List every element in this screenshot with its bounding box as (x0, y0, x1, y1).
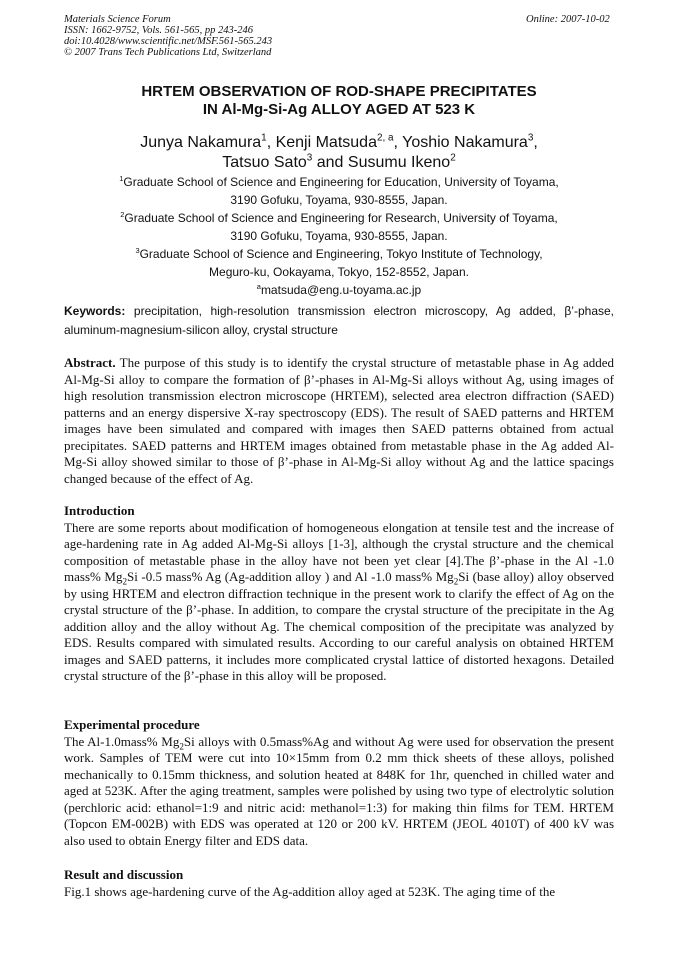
results-section (64, 867, 614, 900)
affiliation-mark: 2 (120, 210, 125, 219)
introduction-heading: Introduction (64, 503, 135, 518)
abstract (64, 355, 614, 487)
author-line-2 (0, 153, 678, 173)
affiliation-line: $^1$Graduate School of Science and Engineering for Education, University of Toyama, (119, 174, 559, 189)
experimental-text: The Al-1.0mass% $Mg_2Si$ alloys with 0.5mass%Ag and without Ag were used for observation the present work. Samples of TEM were cut into 10×15mm from 0.2 mm thick sheets of these alloys, polished mechanically to 0.15mm thickness, and solution heated at 848K for 1hr, quenched in chilled water and aged at 523K. After the aging treatment, samples were polished by using two type of electrolytic solution (perchloric acid: ethanol=1:9 and nitric acid: methanol=1:3) for making thin films for TEM. HRTEM (Topcon EM-002B) with EDS was operated at 120 or 200 kV. HRTEM (JEOL 4010T) of 400 kV was also used to obtain Energy filter and EDS data. (64, 733, 614, 848)
affiliation-line: Meguro-ku, Ookayama, Tokyo, 152-8552, Japan. (209, 265, 469, 279)
introduction-section (64, 503, 614, 685)
author-name: Kenji Matsuda (275, 134, 377, 151)
author-affil-mark: 1 (261, 132, 267, 144)
online-date: Online: 2007-10-02 (526, 14, 610, 25)
doi-line: doi:10.4028/www.scientific.net/MSF.561-565.243 (64, 36, 273, 47)
author-affil-mark: 2 (450, 152, 456, 164)
affiliation-mark: 1 (119, 174, 124, 183)
author-affil-mark: 3 (306, 152, 313, 164)
copyright-line: © 2007 Trans Tech Publications Ltd, Switzerland (64, 47, 272, 58)
affiliation-line: 3190 Gofuku, Toyama, 930-8555, Japan. (230, 193, 448, 207)
paper-title (0, 83, 678, 119)
author-name: Yoshio Nakamura (402, 134, 528, 151)
experimental-section (64, 717, 614, 849)
author-line-1: Junya Nakamura$^1$, Kenji Matsuda$^{2, a}$, Yoshio Nakamura$^3$, (140, 132, 538, 151)
affiliation-line: $^2$Graduate School of Science and Engineering for Research, University of Toyama, (120, 210, 558, 225)
email-mark: a (256, 282, 261, 291)
email-address: matsuda@eng.u-toyama.ac.jp (260, 283, 422, 297)
keywords (64, 302, 614, 340)
running-header (64, 14, 272, 58)
author-list (0, 133, 678, 173)
author-name: Susumu Ikeno (347, 154, 451, 171)
title-line-1: HRTEM OBSERVATION OF ROD-SHAPE PRECIPITATES (141, 83, 537, 100)
title-line-2: IN Al-Mg-Si-Ag ALLOY AGED AT 523 K (202, 101, 476, 118)
keywords-label: Keywords: (64, 304, 126, 318)
author-name: Junya Nakamura (140, 134, 262, 151)
affiliation-line: 3190 Gofuku, Toyama, 930-8555, Japan. (230, 229, 448, 243)
keywords-text: precipitation, high-resolution transmission electron microscopy, Ag added, β’-phase, aluminum-magnesium-silicon alloy, crystal structure (64, 304, 614, 337)
journal-name: Materials Science Forum (64, 14, 171, 25)
abstract-text: The purpose of this study is to identify the crystal structure of metastable phase in Ag added Al-Mg-Si alloy to compare the formation of β’-phases in Al-Mg-Si alloys without Ag, using images of high resolution transmission electron microscope (HRTEM), selected area electron diffraction (SAED) patterns and an energy dispersive X-ray spectroscopy (EDS). The result of SAED patterns and HRTEM images have been simulated and compared with images then SAED patterns obtained from actual precipitates. SAED patterns and HRTEM images obtained from metastable phase in the Ag added Al-Mg-Si alloy showed similar to those of β’-phase in Al-Mg-Si alloy without Ag and the lattice spacings changed because of the effect of Ag. (64, 355, 614, 486)
affiliation-mark: 3 (135, 246, 140, 255)
author-conjunction: and (316, 154, 344, 171)
email-line (0, 281, 678, 299)
author-name: Tatsuo Sato (222, 154, 307, 171)
author-affil-mark: 2, a (376, 132, 394, 144)
affiliation-line: $^3$Graduate School of Science and Engineering, Tokyo Institute of Technology, (135, 246, 543, 261)
experimental-heading: Experimental procedure (64, 717, 200, 732)
results-text: Fig.1 shows age-hardening curve of the Ag-addition alloy aged at 523K. The aging time of the (64, 883, 556, 899)
results-heading: Result and discussion (64, 867, 184, 882)
affiliations (0, 173, 678, 299)
introduction-text: There are some reports about modification of homogeneous elongation at tensile test and the increase of age-hardening rate in Ag added Al-Mg-Si alloys [1-3], although the crystal structure and the chemical composition of metastable phase in the alloy have not been yet clear [4].The β’-phase in the Al -1.0 mass% $Mg_2Si$ -0.5 mass% Ag (Ag-addition alloy ) and Al -1.0 mass% $Mg_2Si$ (base alloy) alloy observed by using HRTEM and electron diffraction technique in the present work to clarify the effect of Ag on the crystal structure of the β’-phase. In addition, to compare the crystal structure of the precipitate in the Ag addition alloy and the alloy without Ag. The chemical composition of the precipitate was analyzed by EDS. Results compared with simulated results. According to our careful analysis on obtained HRTEM images and SAED patterns, it includes more complicated crystal lattice of distorted hexagons. Detailed crystal structure of the β’-phase in this alloy will be proposed. (64, 519, 615, 683)
issn-line: ISSN: 1662-9752, Vols. 561-565, pp 243-246 (64, 25, 253, 36)
abstract-label: Abstract. (64, 355, 116, 370)
author-affil-mark: 3 (527, 132, 534, 144)
